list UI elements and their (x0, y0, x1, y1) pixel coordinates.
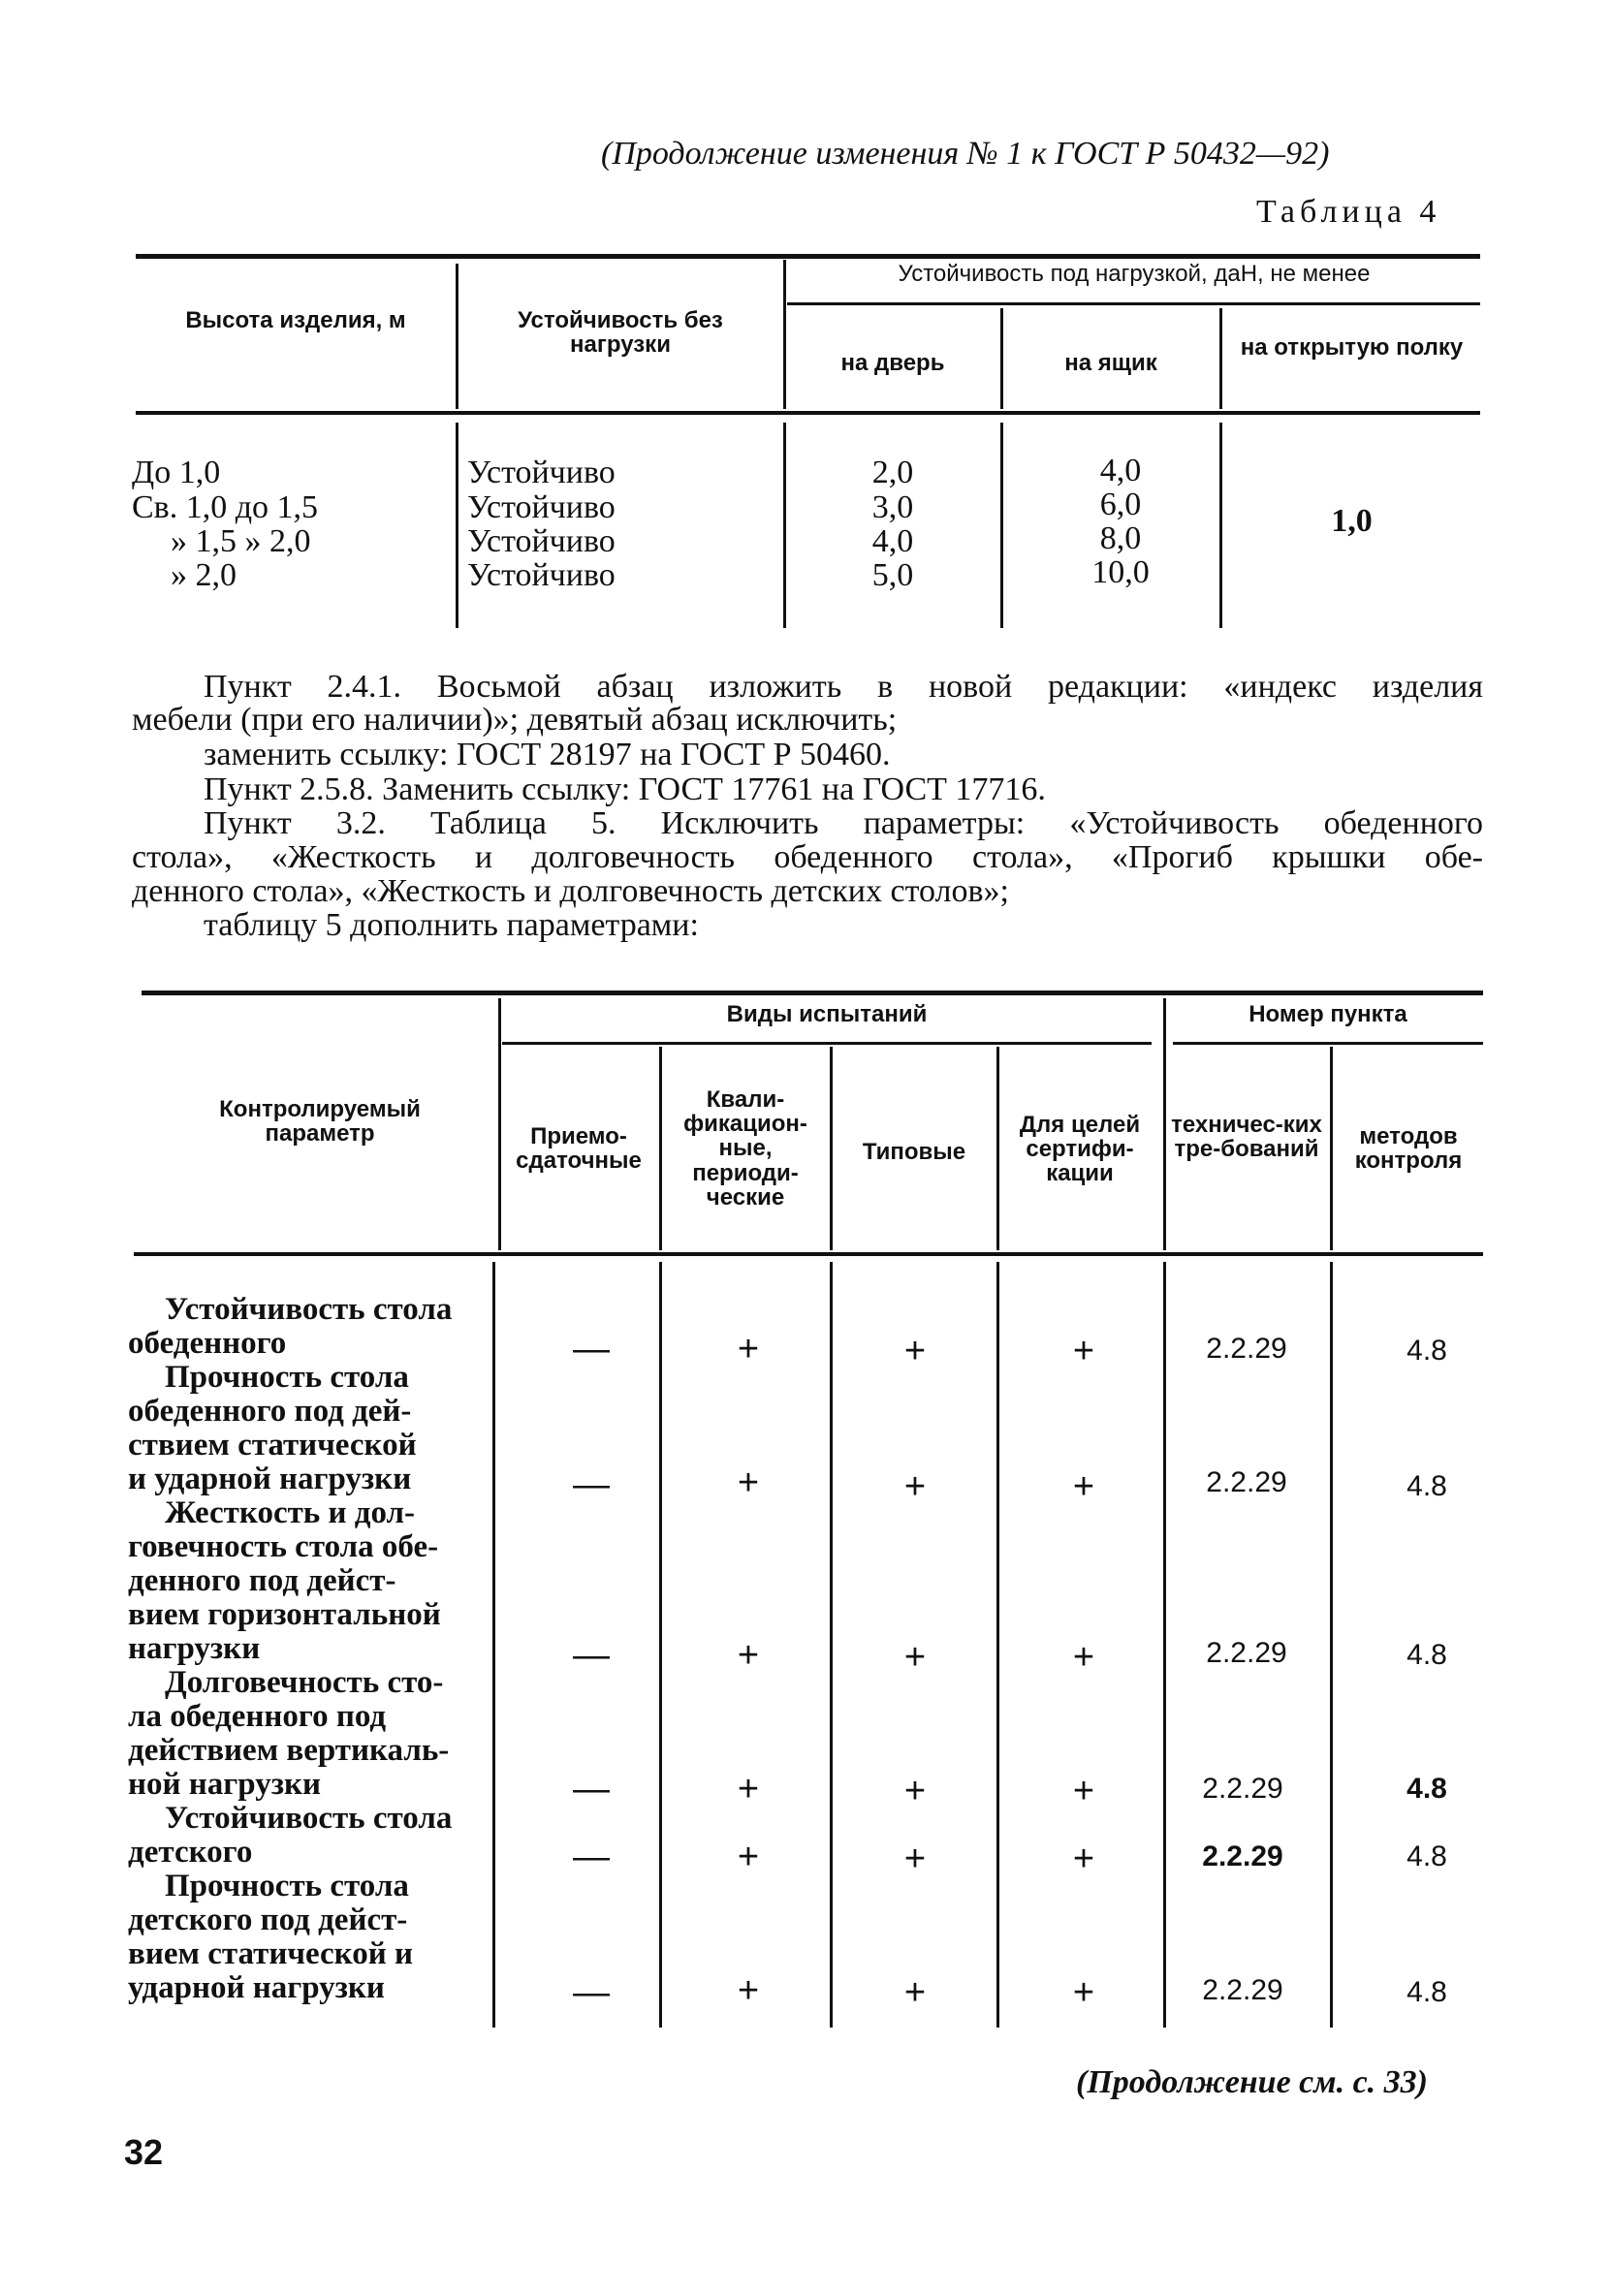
table-4-header-rule (136, 411, 1480, 415)
table-5-subheader-rule (1173, 1042, 1483, 1045)
t5-tech-req: 2.2.29 (1202, 1773, 1283, 1805)
param-line: Жесткость и дол- (165, 1495, 416, 1530)
paragraph-2-4-1: Пункт 2.4.1. Восьмой абзац изложить в новой редакции: «индекс изделия (204, 669, 1483, 705)
t5-type: + (903, 1466, 927, 1507)
t5-methods: 4.8 (1407, 1470, 1447, 1502)
t4-door: 3,0 (871, 489, 914, 525)
t5-type: + (903, 1972, 927, 2013)
t5-qualification: + (737, 1837, 760, 1877)
table-4-divider (456, 264, 458, 409)
param-line: детского под дейст- (128, 1903, 408, 1937)
t5-qualification: + (737, 1635, 760, 1676)
t4-no-load: Устойчиво (467, 489, 616, 525)
header-tech-req: техничес-ких тре-бований (1171, 1112, 1322, 1163)
param-line: Устойчивость стола (165, 1292, 453, 1327)
t5-acceptance: — (573, 1769, 610, 1809)
t5-methods: 4.8 (1407, 1840, 1447, 1872)
t5-methods: 4.8 (1407, 1335, 1447, 1367)
param-line: вием статической и (128, 1936, 414, 1971)
t5-certification: + (1072, 1839, 1095, 1879)
t4-open-shelf: 1,0 (1331, 503, 1373, 539)
header-no-load: Устойчивость без нагрузки (518, 307, 723, 359)
page-number: 32 (124, 2132, 164, 2172)
table-5-divider (1330, 1047, 1333, 1250)
param-line: обеденного под дей- (128, 1394, 412, 1429)
continuation-footer: (Продолжение см. с. 33) (1076, 2064, 1428, 2100)
t5-tech-req: 2.2.29 (1202, 1840, 1283, 1872)
table-5-divider (996, 1047, 999, 1250)
header-drawer: на ящик (1064, 350, 1157, 376)
header-test-types: Виды испытаний (726, 1001, 928, 1027)
t5-type: + (903, 1771, 927, 1811)
t5-acceptance: — (573, 1837, 610, 1877)
param-line: нагрузки (128, 1631, 261, 1666)
t5-certification: + (1072, 1771, 1095, 1811)
param-line: Прочность стола (165, 1869, 409, 1903)
param-line: говечность стола обе- (128, 1529, 439, 1564)
continuation-header: (Продолжение изменения № 1 к ГОСТ Р 50432—92) (601, 136, 1330, 172)
t5-tech-req: 2.2.29 (1206, 1466, 1287, 1498)
t5-acceptance: — (573, 1464, 610, 1505)
param-line: Устойчивость стола (165, 1801, 453, 1836)
header-under-load: Устойчивость под нагрузкой, даН, не менее (898, 261, 1371, 287)
t5-acceptance: — (573, 1972, 610, 2013)
table-4-divider (1000, 308, 1003, 409)
table-4-divider (456, 423, 458, 628)
table-5-divider (659, 1262, 662, 2028)
param-line: ствием статической (128, 1428, 417, 1463)
t4-height: » 1,5 » 2,0 (171, 523, 311, 559)
t5-methods: 4.8 (1407, 1639, 1447, 1671)
table-4-divider (783, 260, 786, 409)
header-height: Высота изделия, м (185, 307, 406, 333)
t4-drawer: 10,0 (1091, 554, 1150, 590)
t5-param (128, 1870, 489, 2005)
t5-methods: 4.8 (1407, 1976, 1447, 2008)
table-4-label: Таблица 4 (1256, 194, 1441, 230)
t5-param (128, 1293, 489, 1361)
t4-no-load: Устойчиво (467, 523, 616, 559)
t5-tech-req: 2.2.29 (1202, 1974, 1283, 2006)
t5-type: + (903, 1331, 927, 1371)
t5-qualification: + (737, 1769, 760, 1809)
paragraph-replace-ref: заменить ссылку: ГОСТ 28197 на ГОСТ Р 50460. (204, 737, 891, 772)
t5-param (128, 1361, 489, 1496)
header-qualification: Квали-фикацион-ные, периоди-ческие (683, 1086, 807, 1211)
param-line: и ударной нагрузки (128, 1462, 412, 1496)
t4-door: 2,0 (871, 455, 914, 490)
table-5-divider (1330, 1262, 1333, 2028)
t4-door: 4,0 (871, 523, 914, 559)
header-certification: Для целей сертифи-кации (1019, 1112, 1141, 1187)
t5-acceptance: — (573, 1635, 610, 1676)
paragraph-table-5: таблицу 5 дополнить параметрами: (204, 907, 699, 943)
table-4-divider (1000, 423, 1003, 628)
table-5-subheader-rule (502, 1042, 1152, 1045)
param-line: ла обеденного под (128, 1699, 387, 1734)
t5-qualification: + (737, 1463, 760, 1503)
t4-drawer: 4,0 (1099, 453, 1142, 488)
t5-param (128, 1666, 489, 1802)
header-open-shelf: на открытую полку (1240, 334, 1464, 361)
header-item-number: Номер пункта (1249, 1001, 1407, 1027)
t4-drawer: 6,0 (1099, 487, 1142, 522)
param-line: ной нагрузки (128, 1767, 321, 1802)
param-line: Долговечность сто- (165, 1665, 444, 1700)
header-acceptance: Приемо-сдаточные (516, 1123, 642, 1175)
t4-door: 5,0 (871, 557, 914, 593)
table-5-divider (659, 1047, 662, 1250)
table-4-divider (783, 423, 786, 628)
table-4-divider (1219, 308, 1222, 409)
t5-acceptance: — (573, 1329, 610, 1369)
t5-certification: + (1072, 1331, 1095, 1371)
paragraph-2-5-8: Пункт 2.5.8. Заменить ссылку: ГОСТ 17761 на ГОСТ 17716. (204, 771, 1046, 807)
paragraph-2-4-1-cont: мебели (при его наличии)»; девятый абзац исключить; (132, 702, 898, 738)
table-4-subheader-rule (787, 302, 1480, 305)
param-line: детского (128, 1835, 253, 1870)
t5-methods: 4.8 (1407, 1773, 1447, 1805)
paragraph-3-2: Пункт 3.2. Таблица 5. Исключить параметры: «Устойчивость обеденного (204, 805, 1483, 841)
param-line: обеденного (128, 1326, 287, 1361)
t5-param (128, 1496, 489, 1666)
table-5-divider (1163, 998, 1166, 1250)
table-4-top-rule (136, 254, 1480, 259)
t5-tech-req: 2.2.29 (1206, 1637, 1287, 1669)
param-line: Прочность стола (165, 1360, 409, 1395)
t5-certification: + (1072, 1466, 1095, 1507)
t5-param (128, 1802, 489, 1870)
table-5-divider (492, 1262, 495, 2028)
t5-qualification: + (737, 1970, 760, 2011)
header-type: Типовые (862, 1139, 966, 1165)
paragraph-3-2-cont: денного стола», «Жесткость и долговечность детских столов»; (132, 873, 1010, 909)
table-5-divider (830, 1047, 833, 1250)
table-5-top-rule (142, 991, 1483, 995)
t4-height: Св. 1,0 до 1,5 (132, 489, 319, 525)
t5-certification: + (1072, 1972, 1095, 2013)
t5-qualification: + (737, 1329, 760, 1369)
t4-height: » 2,0 (171, 557, 237, 593)
param-line: денного под дейст- (128, 1563, 396, 1598)
param-line: вием горизонтальной (128, 1597, 441, 1632)
table-5-divider (996, 1262, 999, 2028)
header-methods: методов контроля (1354, 1123, 1463, 1175)
header-door: на дверь (840, 350, 945, 376)
t4-drawer: 8,0 (1099, 520, 1142, 556)
t5-certification: + (1072, 1637, 1095, 1678)
t5-tech-req: 2.2.29 (1206, 1333, 1287, 1365)
t5-type: + (903, 1839, 927, 1879)
table-5-divider (1163, 1262, 1166, 2028)
t5-type: + (903, 1637, 927, 1678)
table-5-divider (830, 1262, 833, 2028)
header-param: Контролируемый параметр (219, 1096, 421, 1148)
paragraph-3-2-cont: стола», «Жесткость и долговечность обеденного стола», «Прогиб крышки обе- (132, 839, 1483, 875)
param-line: действием вертикаль- (128, 1733, 450, 1768)
t4-height: До 1,0 (132, 455, 221, 490)
table-5-header-rule (134, 1252, 1483, 1256)
t4-no-load: Устойчиво (467, 557, 616, 593)
param-line: ударной нагрузки (128, 1970, 385, 2005)
t4-no-load: Устойчиво (467, 455, 616, 490)
